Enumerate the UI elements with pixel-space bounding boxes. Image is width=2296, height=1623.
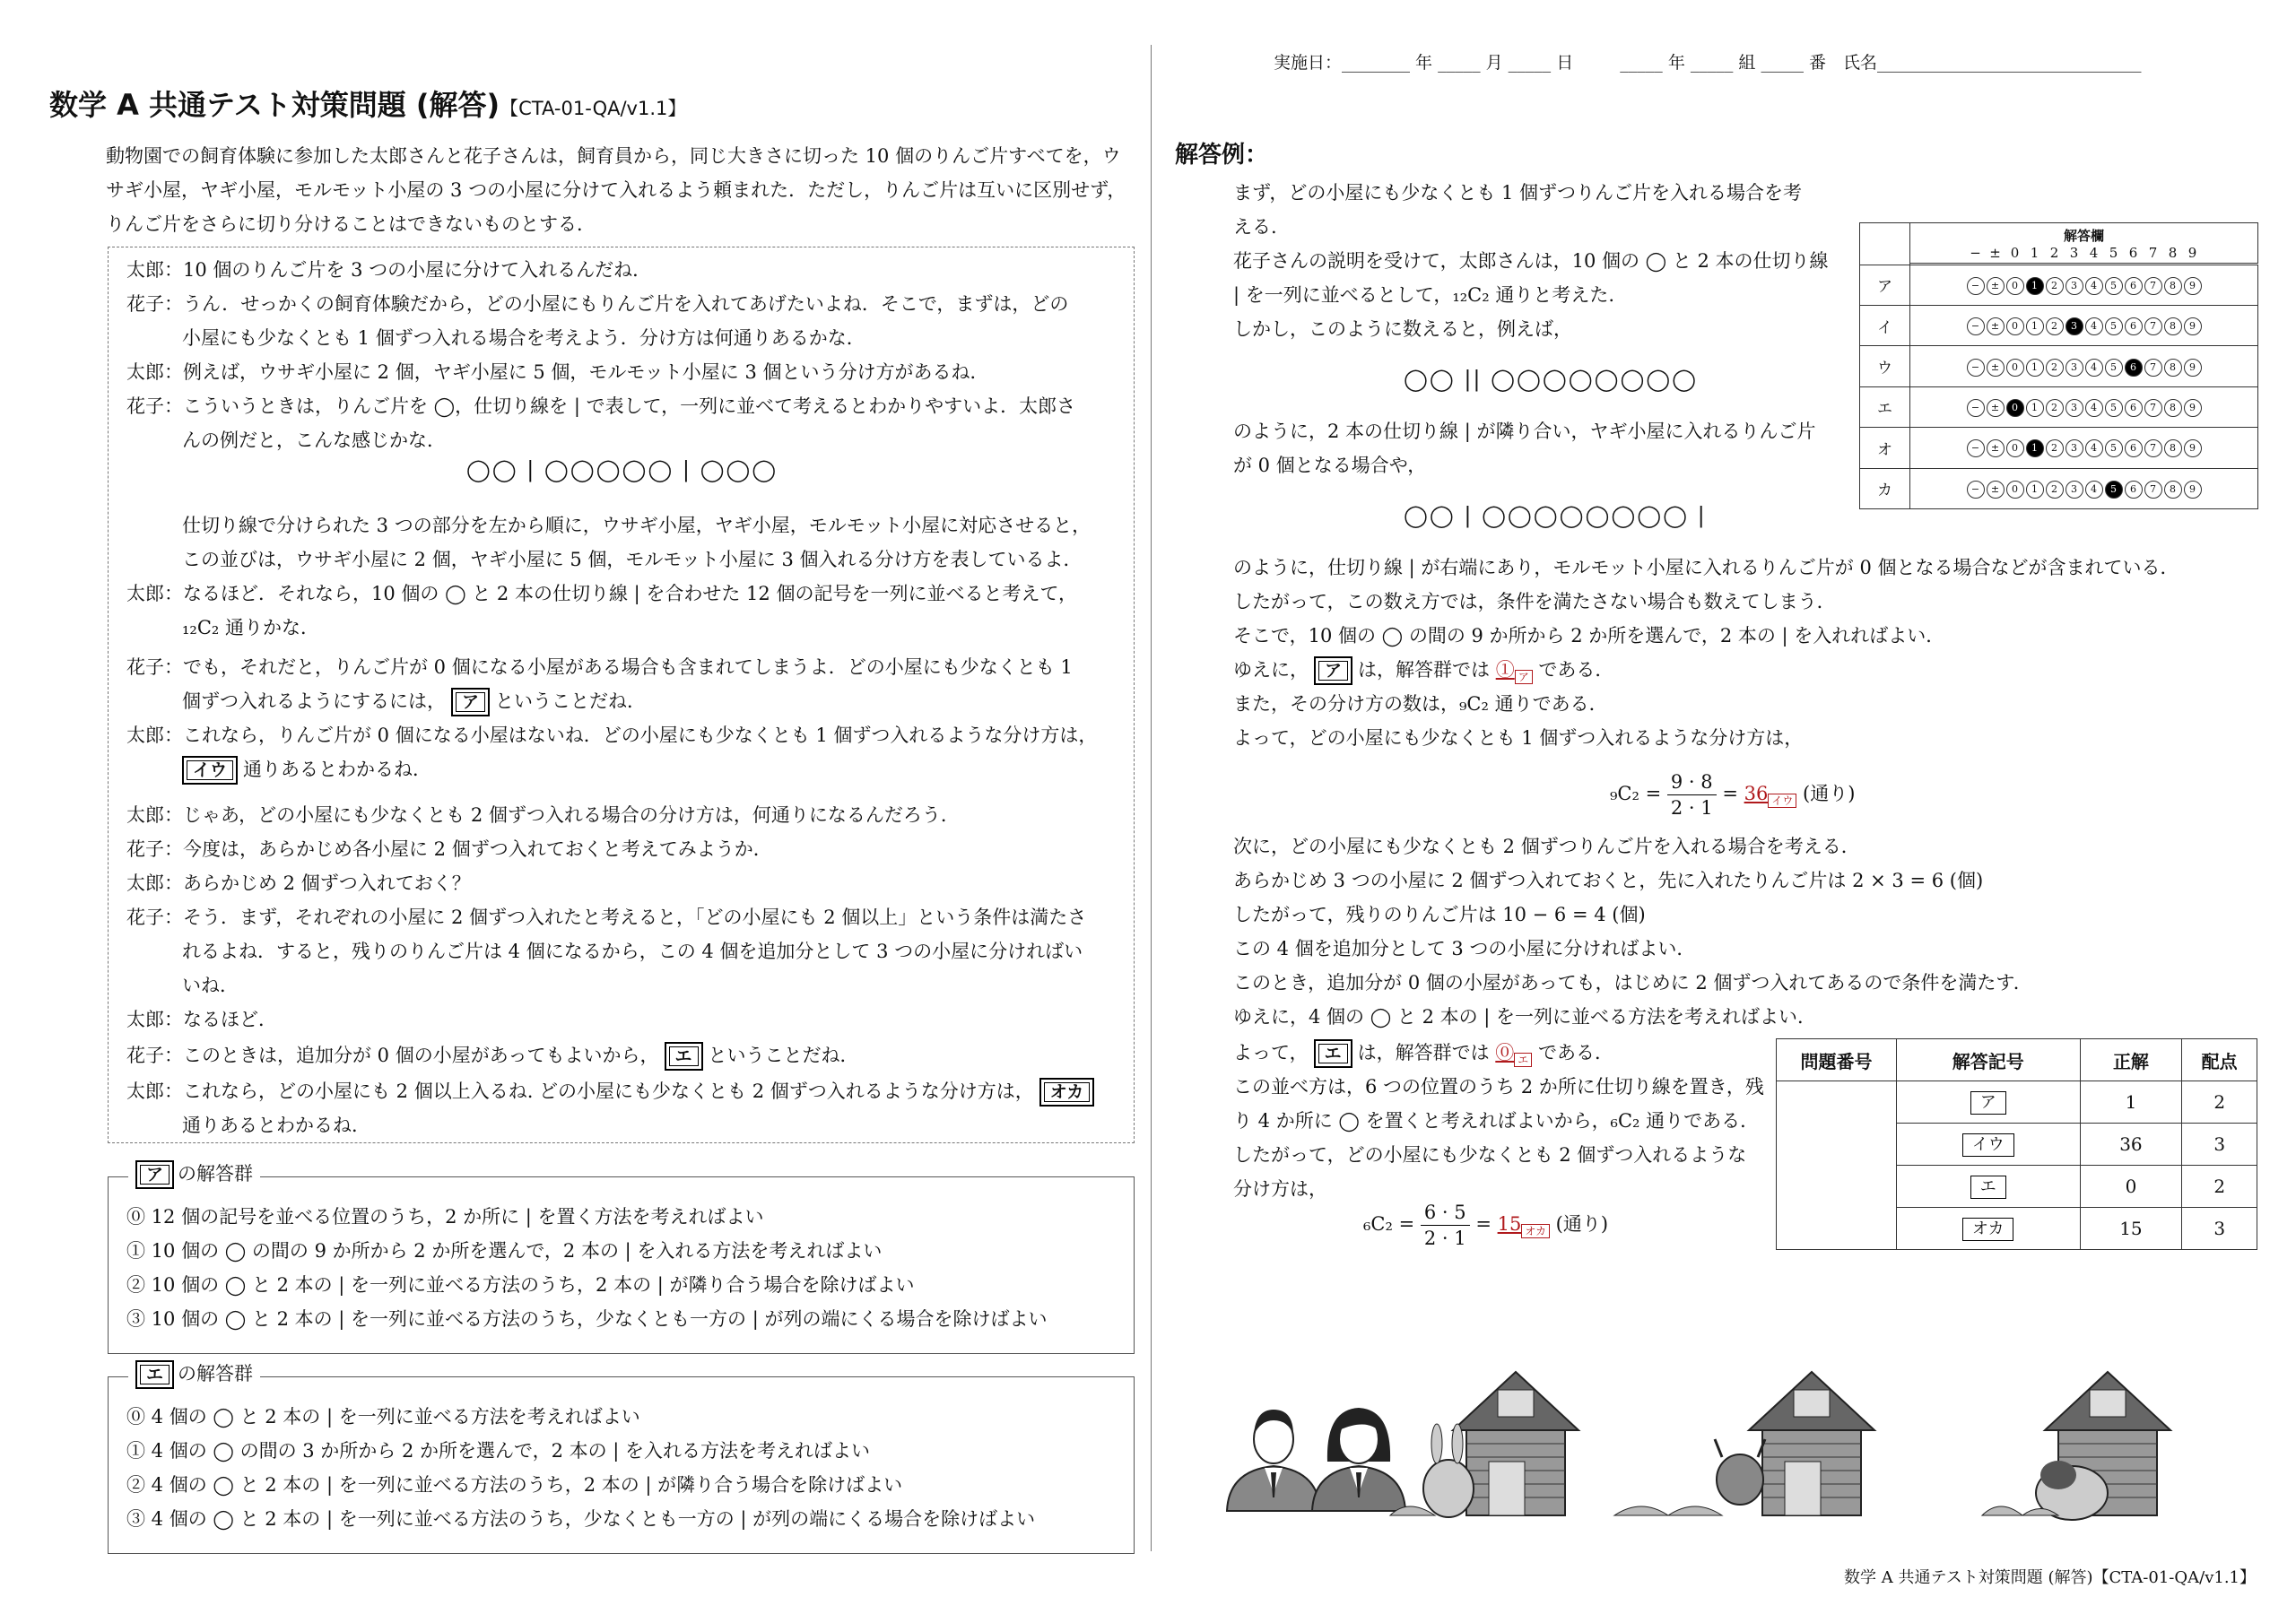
score-table [1776, 1038, 2257, 1250]
bubble[interactable]: 3 [2066, 359, 2083, 377]
dialog-line: 太郎：例えば，ウサギ小屋に 2 個，ヤギ小屋に 5 個，モルモット小屋に 3 個という分け方があるね． [126, 361, 989, 383]
dialog-line: 太郎：なるほど． [126, 1009, 277, 1030]
answer-line: 花子さんの説明を受けて，太郎さんは，10 個の ◯ と 2 本の仕切り線 [1233, 250, 1829, 272]
dialog-line: 仕切り線で分けられた 3 つの部分を左から順に，ウサギ小屋，ヤギ小屋，モルモット小屋に対応させると， [182, 515, 1091, 536]
bubble[interactable]: 7 [2144, 359, 2162, 377]
dialog-line: 花子：うん．せっかくの飼育体験だから，どの小屋にもりんご片を入れてあげたいよね．そこで，まずは，どの [126, 293, 1069, 315]
bubble[interactable]: ± [1987, 359, 2005, 377]
bubble[interactable]: 1 [2026, 359, 2044, 377]
bubble[interactable]: 5 [2105, 277, 2123, 295]
dialog-line: 太郎：これなら，りんご片が 0 個になる小屋はないね．どの小屋にも少なくとも 1 個ずつ入れるような分け方は， [126, 725, 1098, 746]
girl-icon [1312, 1408, 1405, 1511]
choice-group-e [108, 1363, 1135, 1554]
guinea-pig-hut-icon [1982, 1372, 2170, 1520]
bubble[interactable]: 6 [2125, 399, 2143, 417]
bubble-filled[interactable]: 1 [2026, 277, 2044, 295]
score-symbol: エ [1970, 1176, 2006, 1199]
answer-value: 36 [1744, 783, 1769, 804]
grid-header-label: 9 [2187, 244, 2197, 261]
score-answer: 15 [2080, 1208, 2182, 1250]
rabbit-hut-icon [1390, 1372, 1578, 1517]
grid-title: 解答欄 [2063, 227, 2104, 244]
bubble[interactable]: 4 [2085, 399, 2103, 417]
date-field[interactable]: 実施日：________ 年 _____ 月 _____ 日 [1274, 53, 1574, 73]
answer-line: また，その分け方の数は，₉C₂ 通りである． [1233, 693, 1608, 715]
grid-row-label: ア [1860, 265, 1910, 305]
bubble[interactable]: 9 [2184, 317, 2202, 335]
title-main: 数学 A 共通テスト対策問題 (解答) [49, 88, 500, 122]
answer-box-a[interactable]: ア [451, 688, 490, 716]
choice-legend: エ の解答群 [128, 1359, 260, 1389]
bubble[interactable]: 5 [2105, 399, 2123, 417]
bubble[interactable]: 4 [2085, 359, 2103, 377]
grid-row-label: カ [1860, 468, 1910, 508]
bubble[interactable]: 0 [2006, 317, 2024, 335]
answer-line: のように，2 本の仕切り線 | が隣り合い，ヤギ小屋に入れるりんご片 [1233, 421, 1816, 442]
score-points: 2 [2182, 1081, 2257, 1124]
answer-line: まず，どの小屋にも少なくとも 1 個ずつりんご片を入れる場合を考 [1233, 182, 1803, 204]
score-header: 解答記号 [1897, 1039, 2081, 1081]
dialog-box [108, 247, 1135, 1143]
grid-header-label: 2 [2049, 244, 2059, 261]
bubble[interactable]: 1 [2026, 481, 2044, 499]
bubble[interactable]: 5 [2105, 317, 2123, 335]
illustration-strip [1220, 1354, 2242, 1556]
bubble[interactable]: 2 [2046, 359, 2064, 377]
dialog-line: 太郎：10 個のりんご片を 3 つの小屋に分けて入れるんだね． [126, 259, 652, 281]
score-header: 正解 [2080, 1039, 2182, 1081]
bubble[interactable]: 0 [2006, 277, 2024, 295]
answer-bubble-grid [1859, 222, 2258, 509]
grid-row [1860, 265, 2258, 305]
dialog-line: 太郎：あらかじめ 2 個ずつ入れておく？ [126, 872, 471, 894]
dialog-line: れるよね．すると，残りのりんご片は 4 個になるから，この 4 個を追加分として 3 つの小屋に分ければい [182, 941, 1083, 962]
score-points: 3 [2182, 1208, 2257, 1250]
answer-line: よって， エ は，解答群では ⓪ エ である． [1233, 1036, 1613, 1070]
bubble[interactable]: 7 [2144, 317, 2162, 335]
grid-row [1860, 468, 2258, 508]
grid-header-label: ± [1989, 244, 2001, 261]
bubble[interactable]: ± [1987, 317, 2005, 335]
bubble[interactable]: 2 [2046, 481, 2064, 499]
bubble[interactable]: 6 [2125, 481, 2143, 499]
page-divider [1151, 45, 1152, 1551]
title-code: 【CTA-01-QA/v1.1】 [500, 98, 687, 119]
bubble[interactable]: 6 [2125, 439, 2143, 457]
bubble[interactable]: 1 [2026, 399, 2044, 417]
boy-icon [1227, 1410, 1320, 1511]
name-field[interactable]: _____ 年 _____ 組 _____ 番 氏名_______________________________ [1620, 53, 2142, 73]
bubble[interactable]: 8 [2164, 439, 2182, 457]
bubble[interactable]: 8 [2164, 399, 2182, 417]
bubble[interactable]: 7 [2144, 277, 2162, 295]
sequence-example: ◯◯ || ◯◯◯◯◯◯◯◯ [1404, 367, 1699, 392]
bubble[interactable]: 6 [2125, 317, 2143, 335]
grid-row [1860, 386, 2258, 427]
bubble[interactable]: 5 [2105, 359, 2123, 377]
choice-option[interactable]: ① 4 個の ◯ の間の 3 か所から 2 か所を選んで，2 本の | を入れる方法を考えればよい [126, 1440, 871, 1462]
bubble[interactable]: − [1967, 481, 1985, 499]
grid-row-label: エ [1860, 386, 1910, 427]
score-answer: 36 [2080, 1124, 2182, 1166]
bubble[interactable]: 6 [2125, 277, 2143, 295]
answer-box-a-ref: ア [1314, 656, 1352, 685]
answer-tag: ア [1515, 670, 1533, 684]
choice-option[interactable]: ③ 10 個の ◯ と 2 本の | を一列に並べる方法のうち，少なくとも一方の | が列の端にくる場合を除けばよい [126, 1308, 1048, 1330]
score-points: 2 [2182, 1166, 2257, 1208]
grid-header-label: 1 [2030, 244, 2039, 261]
intro-paragraph: 動物園での飼育体験に参加した太郎さんと花子さんは，飼育員から，同じ大きさに切った 10 個のりんご片すべてを，ウサギ小屋，ヤギ小屋，モルモット小屋の 3 つの小屋に分けて入れるよう頼まれた．ただし，りんご片は互いに区別せず，りんご片をさらに切り分けることはできないものとする． [106, 145, 1126, 235]
bubble[interactable]: 8 [2164, 277, 2182, 295]
answer-line: しかし，このように数えると，例えば， [1233, 318, 1572, 340]
grid-header-label: 3 [2069, 244, 2079, 261]
dialog-line: 花子：でも，それだと，りんご片が 0 個になる小屋がある場合も含まれてしまうよ．どの小屋にも少なくとも 1 [126, 656, 1073, 678]
bubble[interactable]: − [1967, 399, 1985, 417]
bubble[interactable]: ± [1987, 277, 2005, 295]
grid-row-label: ウ [1860, 346, 1910, 386]
answer-line: この 4 個を追加分として 3 つの小屋に分ければよい． [1233, 938, 1696, 959]
answer-line: 分け方は， [1233, 1178, 1327, 1200]
bubble[interactable]: 3 [2066, 439, 2083, 457]
grid-header-label: 5 [2109, 244, 2118, 261]
answer-box-iu[interactable]: イウ [182, 756, 238, 785]
answer-line: このとき，追加分が 0 個の小屋があっても，はじめに 2 個ずつ入れてあるので条件を満たす． [1233, 972, 2032, 994]
dialog-line: イウ 通りあるとわかるね． [182, 752, 431, 786]
bubble[interactable]: 2 [2046, 399, 2064, 417]
answer-line: が 0 個となる場合や， [1233, 455, 1427, 476]
dialog-line: んの例だと，こんな感じかな． [182, 430, 446, 451]
dialog-line: 花子：そう．まず，それぞれの小屋に 2 個ずつ入れたと考えると，「どの小屋にも 2 個以上」という条件は満たさ [126, 907, 1087, 928]
bubble[interactable]: 9 [2184, 439, 2202, 457]
dialog-line: 太郎：なるほど．それなら，10 個の ◯ と 2 本の仕切り線 | を合わせた 12 個の記号を一列に並べると考えて， [126, 583, 1078, 604]
answer-box-oka[interactable]: オカ [1039, 1078, 1094, 1107]
answer-tag: イウ [1768, 794, 1796, 808]
bubble[interactable]: − [1967, 439, 1985, 457]
answer-line: ゆえに，4 個の ◯ と 2 本の | を一列に並べる方法を考えればよい． [1233, 1006, 1817, 1028]
answer-line: 次に，どの小屋にも少なくとも 2 個ずつりんご片を入れる場合を考える． [1233, 836, 1860, 857]
header-fields [1274, 49, 2142, 74]
choice-group-a [108, 1163, 1135, 1354]
score-symbol: オカ [1962, 1218, 2013, 1241]
bubble[interactable]: 4 [2085, 481, 2103, 499]
bubble[interactable]: 2 [2046, 277, 2064, 295]
sequence-example: ◯◯ | ◯◯◯◯◯ | ◯◯◯ [465, 457, 778, 482]
grid-row [1860, 305, 2258, 345]
answer-line: える. [1233, 216, 1277, 238]
bubble[interactable]: 2 [2046, 317, 2064, 335]
answer-tag: オカ [1521, 1224, 1550, 1238]
grid-row [1860, 346, 2258, 386]
answer-label: 解答例： [1175, 142, 1269, 169]
answer-box-e[interactable]: エ [665, 1042, 703, 1071]
score-header: 配点 [2182, 1039, 2257, 1081]
bubble[interactable]: ± [1987, 481, 2005, 499]
bubble[interactable]: 9 [2184, 399, 2202, 417]
bubble-filled[interactable]: 1 [2026, 439, 2044, 457]
bubble[interactable]: ± [1987, 399, 2005, 417]
bubble[interactable]: 0 [2006, 439, 2024, 457]
dialog-line: 小屋にも少なくとも 1 個ずつ入れる場合を考えよう．分け方は何通りあるかな． [182, 327, 865, 349]
page-footer: 数学 A 共通テスト対策問題 (解答)【CTA-01-QA/v1.1】 [1844, 1568, 2256, 1587]
bubble-filled[interactable]: 3 [2066, 317, 2083, 335]
bubble[interactable]: 4 [2085, 277, 2103, 295]
bubble[interactable]: 3 [2066, 277, 2083, 295]
dialog-line: この並びは，ウサギ小屋に 2 個，ヤギ小屋に 5 個，モルモット小屋に 3 個入れる分け方を表しているよ． [182, 549, 1083, 570]
grid-header-label: 6 [2128, 244, 2138, 261]
bubble[interactable]: 9 [2184, 359, 2202, 377]
choice-option[interactable]: ⓪ 12 個の記号を並べる位置のうち，2 か所に | を置く方法を考えればよい [126, 1206, 764, 1228]
answer-line: あらかじめ 3 つの小屋に 2 個ずつ入れておくと，先に入れたりんご片は 2 × 3 = 6 (個) [1233, 870, 1984, 891]
score-points: 3 [2182, 1124, 2257, 1166]
dialog-line: 花子：このときは，追加分が 0 個の小屋があってもよいから， エ ということだね． [126, 1038, 859, 1072]
grid-row [1860, 428, 2258, 468]
bubble[interactable]: − [1967, 277, 1985, 295]
score-answer: 0 [2080, 1166, 2182, 1208]
dialog-line: 太郎：じゃあ，どの小屋にも少なくとも 2 個ずつ入れる場合の分け方は，何通りになるんだろう． [126, 804, 960, 826]
bubble[interactable]: 7 [2144, 481, 2162, 499]
dialog-line: 花子：こういうときは，りんご片を ◯，仕切り線を | で表して，一列に並べて考えるとわかりやすいよ．太郎さ [126, 395, 1076, 417]
answer-line: したがって，どの小屋にも少なくとも 2 個ずつ入れるような [1233, 1144, 1747, 1166]
bubble[interactable]: 8 [2164, 481, 2182, 499]
bubble[interactable]: − [1967, 359, 1985, 377]
answer-tag: エ [1514, 1053, 1532, 1067]
formula-1: ₉C₂ = $\frac{9 \cdot 8}{2 \cdot 1}$ = 36 イウ (通り) [1610, 771, 1856, 819]
goat-hut-icon [1614, 1372, 1874, 1515]
grid-header [1910, 245, 2257, 261]
grid-header-label: 0 [2010, 244, 2020, 261]
bubble[interactable]: 4 [2085, 439, 2103, 457]
bubble[interactable]: 5 [2105, 439, 2123, 457]
dialog-line: 花子：今度は，あらかじめ各小屋に 2 個ずつ入れておくと考えてみようか． [126, 838, 772, 860]
score-row [1777, 1081, 2257, 1124]
bubble[interactable]: 1 [2026, 317, 2044, 335]
bubble[interactable]: 3 [2066, 481, 2083, 499]
choice-option[interactable]: ② 4 個の ◯ と 2 本の | を一列に並べる方法のうち，2 本の | が隣り合う場合を除けばよい [126, 1474, 903, 1496]
answer-line: のように，仕切り線 | が右端にあり，モルモット小屋に入れるりんご片が 0 個となる場合などが含まれている． [1233, 557, 2179, 578]
bubble[interactable]: 8 [2164, 317, 2182, 335]
grid-header-label: 7 [2148, 244, 2158, 261]
score-symbol: ア [1970, 1091, 2006, 1115]
choice-option[interactable]: ② 10 個の ◯ と 2 本の | を一列に並べる方法のうち，2 本の | が隣り合う場合を除けばよい [126, 1274, 915, 1296]
bubble[interactable]: 9 [2184, 481, 2202, 499]
bubble[interactable]: 9 [2184, 277, 2202, 295]
formula-2: ₆C₂ = $\frac{6 \cdot 5}{2 \cdot 1}$ = 15 オカ (通り) [1363, 1202, 1609, 1249]
score-header: 問題番号 [1777, 1039, 1897, 1081]
answer-line: よって，どの小屋にも少なくとも 1 個ずつ入れるような分け方は， [1233, 727, 1804, 749]
dialog-line: いね． [182, 975, 239, 996]
score-symbol: イウ [1962, 1133, 2014, 1157]
answer-line: したがって，この数え方では，条件を満たさない場合も数えてしまう． [1233, 591, 1836, 612]
answer-line: | を一列に並べるとして，₁₂C₂ 通りと考えた. [1233, 284, 1615, 306]
grid-row-label: オ [1860, 428, 1910, 468]
choice-option[interactable]: ① 10 個の ◯ の間の 9 か所から 2 か所を選んで，2 本の | を入れる方法を考えればよい [126, 1240, 883, 1262]
answer-line: そこで，10 個の ◯ の間の 9 か所から 2 か所を選んで，2 本の | を入れればよい． [1233, 625, 1945, 647]
bubble-filled[interactable]: 0 [2006, 399, 2024, 417]
answer-line: ゆえに， ア は，解答群では ① ア である． [1233, 653, 1613, 687]
score-answer: 1 [2080, 1081, 2182, 1124]
dialog-line: 太郎：これなら，どの小屋にも 2 個以上入るね. どの小屋にも少なくとも 2 個ずつ入れるような分け方は， オカ [126, 1074, 1100, 1108]
bubble[interactable]: 7 [2144, 439, 2162, 457]
dialog-line: ₁₂C₂ 通りかな． [182, 617, 319, 638]
bubble[interactable]: 4 [2085, 317, 2103, 335]
grid-header-label: 4 [2089, 244, 2099, 261]
bubble[interactable]: 7 [2144, 399, 2162, 417]
page-title [49, 82, 686, 124]
dialog-line: 個ずつ入れるようにするには， ア ということだね． [182, 684, 646, 718]
bubble[interactable]: 0 [2006, 359, 2024, 377]
answer-line: この並べ方は，6 つの位置のうち 2 か所に仕切り線を置き，残 [1233, 1076, 1764, 1098]
sequence-example: ◯◯ | ◯◯◯◯◯◯◯◯ | [1404, 503, 1707, 528]
bubble[interactable]: − [1967, 317, 1985, 335]
bubble-filled[interactable]: 5 [2105, 481, 2123, 499]
answer-value: 15 [1497, 1213, 1522, 1235]
answer-line: り 4 か所に ◯ を置くと考えればよいから，₆C₂ 通りである． [1233, 1110, 1760, 1132]
bubble[interactable]: ± [1987, 439, 2005, 457]
bubble[interactable]: 0 [2006, 481, 2024, 499]
grid-header-label: 8 [2168, 244, 2178, 261]
choice-legend: ア の解答群 [128, 1159, 260, 1189]
grid-row-label: イ [1860, 305, 1910, 345]
bubble[interactable]: 8 [2164, 359, 2182, 377]
answer-value: ① [1495, 659, 1515, 681]
bubble-filled[interactable]: 6 [2125, 359, 2143, 377]
choice-option[interactable]: ⓪ 4 個の ◯ と 2 本の | を一列に並べる方法を考えればよい [126, 1406, 640, 1428]
bubble[interactable]: 2 [2046, 439, 2064, 457]
dialog-line: 通りあるとわかるね． [182, 1115, 370, 1136]
grid-header-label: − [1970, 244, 1981, 261]
bubble[interactable]: 3 [2066, 399, 2083, 417]
answer-value: ⓪ [1495, 1042, 1515, 1063]
answer-box-e-ref: エ [1314, 1039, 1352, 1068]
choice-option[interactable]: ③ 4 個の ◯ と 2 本の | を一列に並べる方法のうち，少なくとも一方の | が列の端にくる場合を除けばよい [126, 1508, 1036, 1530]
answer-line: したがって，残りのりんご片は 10 − 6 = 4 (個) [1233, 904, 1646, 925]
